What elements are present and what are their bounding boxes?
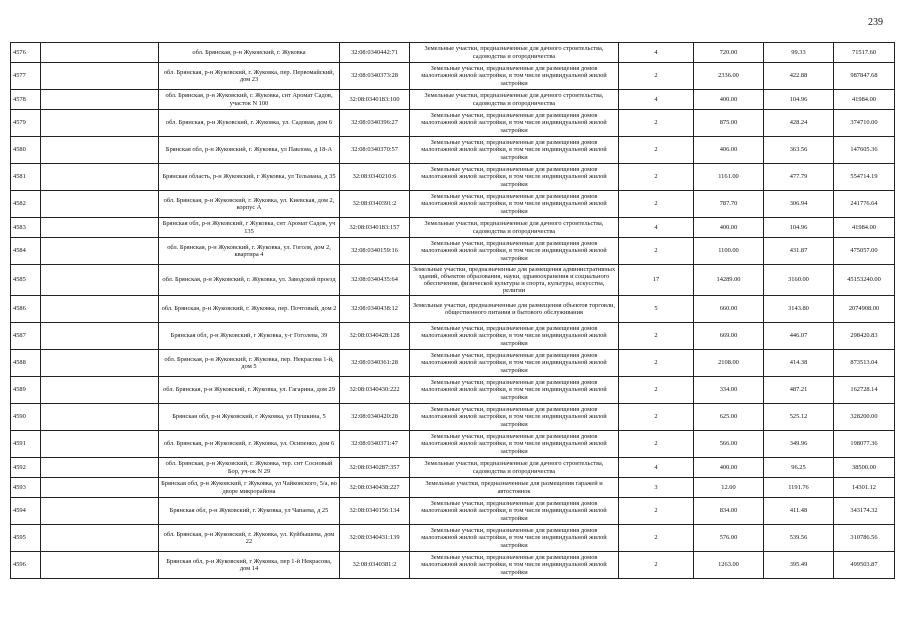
cadastral-number-cell: 32:08:0340438:227 <box>340 478 410 498</box>
cadastral-value-cell: 374710.00 <box>834 110 895 137</box>
empty-cell <box>41 90 159 110</box>
area-cell: 1263.00 <box>694 552 764 579</box>
land-use-cell: Земельные участки, предназначенные для размещения гаражей и автостоянок <box>410 478 619 498</box>
specific-value-cell: 3143.80 <box>764 296 834 323</box>
specific-value-cell: 487.21 <box>764 377 834 404</box>
specific-value-cell: 99.33 <box>764 43 834 63</box>
row-number: 4583 <box>11 218 41 238</box>
row-number: 4592 <box>11 458 41 478</box>
group-cell: 2 <box>619 498 694 525</box>
area-cell: 1161.00 <box>694 164 764 191</box>
specific-value-cell: 96.25 <box>764 458 834 478</box>
address-cell: обл. Брянская, р-н Жуковский, г. Жуковка, ул. Куйбышева, дом 22 <box>159 525 340 552</box>
land-use-cell: Земельные участки, предназначенные для размещения домов малоэтажной жилой застройки, в том числе индивидуальной жилой застройки <box>410 377 619 404</box>
area-cell: 787.70 <box>694 191 764 218</box>
row-number: 4576 <box>11 43 41 63</box>
land-use-cell: Земельные участки, предназначенные для дачного строительства, садоводства и огородничества <box>410 90 619 110</box>
cadastral-number-cell: 32:08:0340428:128 <box>340 323 410 350</box>
area-cell: 406.00 <box>694 137 764 164</box>
table-row <box>11 350 895 377</box>
table-row <box>11 110 895 137</box>
row-number: 4581 <box>11 164 41 191</box>
address-cell: обл. Брянская, р-н Жуковский, г. Жуковка, ул. Киевская, дом 2, корпус А <box>159 191 340 218</box>
empty-cell <box>41 265 159 296</box>
specific-value-cell: 477.79 <box>764 164 834 191</box>
empty-cell <box>41 110 159 137</box>
group-cell: 2 <box>619 110 694 137</box>
address-cell: Брянская область, р-н Жуковский, г Жуковка, ул Тельмана, д 35 <box>159 164 340 191</box>
cadastral-number-cell: 32:08:0340156:134 <box>340 498 410 525</box>
table-row <box>11 458 895 478</box>
group-cell: 2 <box>619 63 694 90</box>
cadastral-value-cell: 554714.19 <box>834 164 895 191</box>
land-use-cell: Земельные участки, предназначенные для дачного строительства, садоводства и огородничества <box>410 458 619 478</box>
group-cell: 2 <box>619 137 694 164</box>
empty-cell <box>41 498 159 525</box>
cadastral-value-cell: 987847.68 <box>834 63 895 90</box>
row-number: 4578 <box>11 90 41 110</box>
table-body <box>11 43 895 579</box>
address-cell: Брянская обл, р-н Жуковский, г Жуковка, пер 1-й Некрасова, дом 14 <box>159 552 340 579</box>
row-number: 4584 <box>11 238 41 265</box>
cadastral-number-cell: 32:08:0340381:2 <box>340 552 410 579</box>
specific-value-cell: 104.96 <box>764 90 834 110</box>
address-cell: Брянская обл, р-н Жуковский, г Жуковка, у-г Гоголева, 39 <box>159 323 340 350</box>
land-use-cell: Земельные участки, предназначенные для размещения домов малоэтажной жилой застройки, в том числе индивидуальной жилой застройки <box>410 404 619 431</box>
row-number: 4580 <box>11 137 41 164</box>
address-cell: Брянская обл, р-н Жуковский, г. Жуковка, ул Чапаева, д 25 <box>159 498 340 525</box>
land-use-cell: Земельные участки, предназначенные для размещения домов малоэтажной жилой застройки, в том числе индивидуальной жилой застройки <box>410 110 619 137</box>
area-cell: 400.00 <box>694 458 764 478</box>
cadastral-number-cell: 32:08:0340438:12 <box>340 296 410 323</box>
group-cell: 4 <box>619 218 694 238</box>
row-number: 4586 <box>11 296 41 323</box>
cadastral-value-table <box>10 42 895 579</box>
land-use-cell: Земельные участки, предназначенные для размещения домов малоэтажной жилой застройки, в том числе индивидуальной жилой застройки <box>410 191 619 218</box>
address-cell: обл. Брянская, р-н Жуковский, г. Жуковка, снт Аромат Садов, участок N 100 <box>159 90 340 110</box>
empty-cell <box>41 350 159 377</box>
cadastral-number-cell: 32:08:0340431:139 <box>340 525 410 552</box>
row-number: 4587 <box>11 323 41 350</box>
specific-value-cell: 525.12 <box>764 404 834 431</box>
address-cell: Брянская обл, р-н Жуковский, г. Жуковка, ул Павлова, д 18-А <box>159 137 340 164</box>
cadastral-value-cell: 38500.00 <box>834 458 895 478</box>
cadastral-number-cell: 32:08:0340361:28 <box>340 350 410 377</box>
table-row <box>11 478 895 498</box>
address-cell: обл. Брянская, р-н Жуковский, г. Жуковка, пер. Почтовый, дом 2 <box>159 296 340 323</box>
cadastral-value-cell: 14301.12 <box>834 478 895 498</box>
cadastral-value-cell: 71517.60 <box>834 43 895 63</box>
land-use-cell: Земельные участки, предназначенные для размещения домов малоэтажной жилой застройки, в том числе индивидуальной жилой застройки <box>410 498 619 525</box>
area-cell: 14289.00 <box>694 265 764 296</box>
row-number: 4594 <box>11 498 41 525</box>
table-row <box>11 63 895 90</box>
specific-value-cell: 539.56 <box>764 525 834 552</box>
specific-value-cell: 428.24 <box>764 110 834 137</box>
area-cell: 2108.00 <box>694 350 764 377</box>
area-cell: 875.00 <box>694 110 764 137</box>
land-use-cell: Земельные участки, предназначенные для дачного строительства, садоводства и огородничества <box>410 43 619 63</box>
address-cell: обл. Брянская, р-н Жуковский, г. Жуковка, ул. Заводской проезд <box>159 265 340 296</box>
land-use-cell: Земельные участки, предназначенные для размещения домов малоэтажной жилой застройки, в том числе индивидуальной жилой застройки <box>410 164 619 191</box>
cadastral-number-cell: 32:08:0340435:64 <box>340 265 410 296</box>
group-cell: 2 <box>619 404 694 431</box>
specific-value-cell: 3160.00 <box>764 265 834 296</box>
area-cell: 669.00 <box>694 323 764 350</box>
address-cell: обл. Брянская, р-н Жуковский, г. Жуковка, ул. Садовая, дом 6 <box>159 110 340 137</box>
cadastral-number-cell: 32:08:0340371:47 <box>340 431 410 458</box>
area-cell: 12.00 <box>694 478 764 498</box>
area-cell: 576.00 <box>694 525 764 552</box>
address-cell: обл. Брянская, р-н Жуковский, г. Жуковка, ул. Осипенко, дом 6 <box>159 431 340 458</box>
cadastral-value-cell: 298420.83 <box>834 323 895 350</box>
land-use-cell: Земельные участки, предназначенные для дачного строительства, садоводства и огородничества <box>410 218 619 238</box>
specific-value-cell: 411.48 <box>764 498 834 525</box>
address-cell: обл. Брянская, р-н Жуковский, г. Жуковка <box>159 43 340 63</box>
group-cell: 3 <box>619 478 694 498</box>
cadastral-value-cell: 45153240.00 <box>834 265 895 296</box>
land-use-cell: Земельные участки, предназначенные для размещения домов малоэтажной жилой застройки, в том числе индивидуальной жилой застройки <box>410 525 619 552</box>
area-cell: 2336.00 <box>694 63 764 90</box>
specific-value-cell: 306.94 <box>764 191 834 218</box>
group-cell: 2 <box>619 525 694 552</box>
table-row <box>11 137 895 164</box>
row-number: 4585 <box>11 265 41 296</box>
land-use-cell: Земельные участки, предназначенные для размещения административных зданий, объектов образования, науки, здравоохранения и социального обеспечения, физической культуры и спорта, культуры, искусства, религии <box>410 265 619 296</box>
cadastral-value-cell: 162728.14 <box>834 377 895 404</box>
address-cell: Брянская обл, р-н Жуковский, г Жуковка, ул Чайковского, 5/а, во дворе микрорайона <box>159 478 340 498</box>
group-cell: 2 <box>619 164 694 191</box>
empty-cell <box>41 238 159 265</box>
cadastral-value-cell: 2074908.00 <box>834 296 895 323</box>
row-number: 4577 <box>11 63 41 90</box>
empty-cell <box>41 218 159 238</box>
land-use-cell: Земельные участки, предназначенные для размещения домов малоэтажной жилой застройки, в том числе индивидуальной жилой застройки <box>410 63 619 90</box>
land-use-cell: Земельные участки, предназначенные для размещения домов малоэтажной жилой застройки, в том числе индивидуальной жилой застройки <box>410 137 619 164</box>
cadastral-value-cell: 41984.00 <box>834 90 895 110</box>
address-cell: обл. Брянская, р-н Жуковский, г. Жуковка, пер. Первомайский, дом 23 <box>159 63 340 90</box>
cadastral-number-cell: 32:08:0340391:2 <box>340 191 410 218</box>
group-cell: 4 <box>619 458 694 478</box>
cadastral-value-cell: 343174.32 <box>834 498 895 525</box>
row-number: 4582 <box>11 191 41 218</box>
table-row <box>11 265 895 296</box>
row-number: 4596 <box>11 552 41 579</box>
group-cell: 2 <box>619 552 694 579</box>
table-row <box>11 43 895 63</box>
land-use-cell: Земельные участки, предназначенные для размещения объектов торговли, общественного питания и бытового обслуживания <box>410 296 619 323</box>
table-row <box>11 323 895 350</box>
land-use-cell: Земельные участки, предназначенные для размещения домов малоэтажной жилой застройки, в том числе индивидуальной жилой застройки <box>410 238 619 265</box>
table-row <box>11 404 895 431</box>
group-cell: 4 <box>619 43 694 63</box>
empty-cell <box>41 431 159 458</box>
area-cell: 334.00 <box>694 377 764 404</box>
table-row <box>11 525 895 552</box>
table-row <box>11 431 895 458</box>
cadastral-value-cell: 310786.56 <box>834 525 895 552</box>
table-row <box>11 498 895 525</box>
specific-value-cell: 363.56 <box>764 137 834 164</box>
group-cell: 2 <box>619 431 694 458</box>
address-cell: Брянская обл, р-н Жуковский, г Жуковка, ул Пушкина, 5 <box>159 404 340 431</box>
area-cell: 1100.00 <box>694 238 764 265</box>
cadastral-number-cell: 32:08:0340430:222 <box>340 377 410 404</box>
cadastral-number-cell: 32:08:0340442:71 <box>340 43 410 63</box>
empty-cell <box>41 458 159 478</box>
empty-cell <box>41 191 159 218</box>
address-cell: обл. Брянская, р-н Жуковский, г. Жуковка, ул. Гагарина, дом 29 <box>159 377 340 404</box>
empty-cell <box>41 404 159 431</box>
cadastral-value-cell: 147605.36 <box>834 137 895 164</box>
land-use-cell: Земельные участки, предназначенные для размещения домов малоэтажной жилой застройки, в том числе индивидуальной жилой застройки <box>410 323 619 350</box>
group-cell: 2 <box>619 377 694 404</box>
cadastral-value-cell: 475057.00 <box>834 238 895 265</box>
table-row <box>11 218 895 238</box>
area-cell: 625.00 <box>694 404 764 431</box>
cadastral-value-cell: 41984.00 <box>834 218 895 238</box>
specific-value-cell: 104.96 <box>764 218 834 238</box>
specific-value-cell: 446.07 <box>764 323 834 350</box>
row-number: 4590 <box>11 404 41 431</box>
empty-cell <box>41 63 159 90</box>
table-row <box>11 191 895 218</box>
specific-value-cell: 349.96 <box>764 431 834 458</box>
group-cell: 2 <box>619 191 694 218</box>
group-cell: 2 <box>619 238 694 265</box>
table-row <box>11 552 895 579</box>
group-cell: 5 <box>619 296 694 323</box>
specific-value-cell: 422.88 <box>764 63 834 90</box>
land-use-cell: Земельные участки, предназначенные для размещения домов малоэтажной жилой застройки, в том числе индивидуальной жилой застройки <box>410 350 619 377</box>
empty-cell <box>41 43 159 63</box>
row-number: 4579 <box>11 110 41 137</box>
row-number: 4589 <box>11 377 41 404</box>
specific-value-cell: 431.87 <box>764 238 834 265</box>
cadastral-number-cell: 32:08:0340159:16 <box>340 238 410 265</box>
cadastral-number-cell: 32:08:0340370:57 <box>340 137 410 164</box>
specific-value-cell: 414.38 <box>764 350 834 377</box>
cadastral-value-cell: 198077.36 <box>834 431 895 458</box>
row-number: 4593 <box>11 478 41 498</box>
cadastral-value-cell: 328200.00 <box>834 404 895 431</box>
area-cell: 566.00 <box>694 431 764 458</box>
row-number: 4591 <box>11 431 41 458</box>
cadastral-number-cell: 32:08:0340373:28 <box>340 63 410 90</box>
empty-cell <box>41 552 159 579</box>
row-number: 4588 <box>11 350 41 377</box>
specific-value-cell: 1191.76 <box>764 478 834 498</box>
address-cell: обл. Брянская, р-н Жуковский, г. Жуковка, пер. Некрасова 1-й, дом 5 <box>159 350 340 377</box>
cadastral-number-cell: 32:08:0340287:357 <box>340 458 410 478</box>
area-cell: 400.00 <box>694 218 764 238</box>
empty-cell <box>41 478 159 498</box>
address-cell: обл. Брянская, р-н Жуковский, г. Жуковка, ул. Гоголя, дом 2, квартира 4 <box>159 238 340 265</box>
table-row <box>11 164 895 191</box>
area-cell: 400.00 <box>694 90 764 110</box>
table-row <box>11 238 895 265</box>
area-cell: 834.00 <box>694 498 764 525</box>
table-row <box>11 296 895 323</box>
cadastral-value-cell: 499503.87 <box>834 552 895 579</box>
group-cell: 2 <box>619 350 694 377</box>
empty-cell <box>41 323 159 350</box>
cadastral-number-cell: 32:08:0340183:157 <box>340 218 410 238</box>
group-cell: 4 <box>619 90 694 110</box>
empty-cell <box>41 377 159 404</box>
cadastral-number-cell: 32:08:0340420:28 <box>340 404 410 431</box>
empty-cell <box>41 137 159 164</box>
area-cell: 660.00 <box>694 296 764 323</box>
empty-cell <box>41 525 159 552</box>
group-cell: 17 <box>619 265 694 296</box>
page-number: 239 <box>868 17 883 28</box>
address-cell: обл. Брянская, р-н Жуковский, г. Жуковка, тер. снт Сосновый Бор, уч-ок N 29 <box>159 458 340 478</box>
cadastral-value-cell: 873513.04 <box>834 350 895 377</box>
cadastral-number-cell: 32:08:0340396:27 <box>340 110 410 137</box>
specific-value-cell: 395.49 <box>764 552 834 579</box>
address-cell: Брянская обл, р-н Жуковский, г Жуковка, снт Аромат Садов, уч 135 <box>159 218 340 238</box>
land-use-cell: Земельные участки, предназначенные для размещения домов малоэтажной жилой застройки, в том числе индивидуальной жилой застройки <box>410 552 619 579</box>
land-use-cell: Земельные участки, предназначенные для размещения домов малоэтажной жилой застройки, в том числе индивидуальной жилой застройки <box>410 431 619 458</box>
empty-cell <box>41 296 159 323</box>
group-cell: 2 <box>619 323 694 350</box>
table-row <box>11 90 895 110</box>
area-cell: 720.00 <box>694 43 764 63</box>
row-number: 4595 <box>11 525 41 552</box>
cadastral-number-cell: 32:08:0340183:100 <box>340 90 410 110</box>
table-row <box>11 377 895 404</box>
cadastral-value-cell: 241776.64 <box>834 191 895 218</box>
empty-cell <box>41 164 159 191</box>
cadastral-number-cell: 32:08:0340210:6 <box>340 164 410 191</box>
